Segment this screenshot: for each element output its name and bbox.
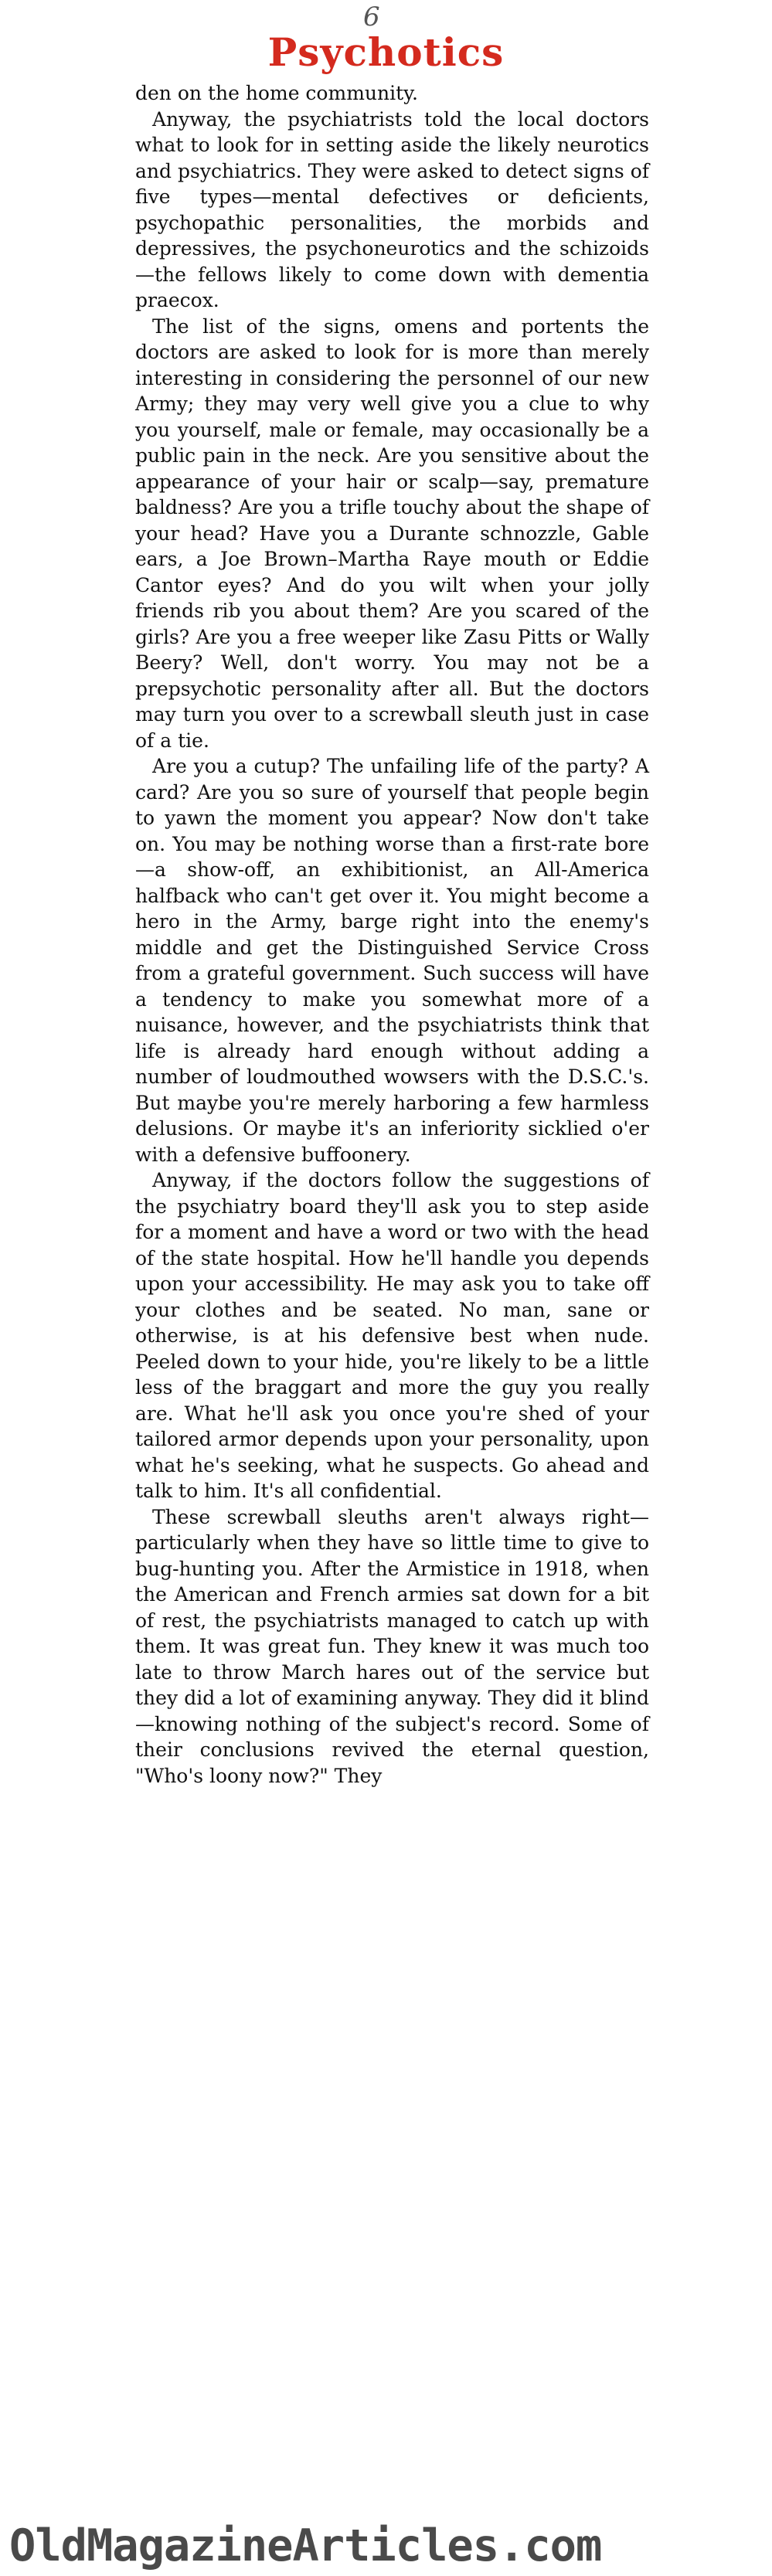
article-body — [135, 80, 649, 1789]
article-paragraph: Are you a cutup? The unfailing life of the party? A card? Are you so sure of yourself that people begin to yawn the moment you appear? Now don't take on. You may be nothing worse than a first-rate bore—a show-off, an exhibitionist, an All-America halfback who can't get over it. You might become a hero in the Army, barge right into the enemy's middle and get the Distinguished Service Cross from a grateful government. Such success will have a tendency to make you somewhat more of a nuisance, however, and the psychiatrists think that life is already hard enough without adding a number of loudmouthed wowsers with the D.S.C.'s. But maybe you're merely harboring a few harmless delusions. Or maybe it's an inferiority sicklied o'er with a defensive buffoonery. — [135, 755, 649, 1166]
article-paragraph: Anyway, the psychiatrists told the local doctors what to look for in setting aside the likely neurotics and psychiatrics. They were asked to detect signs of five types—mental defectives or deficients, psychopathic personalities, the morbids and depressives, the psychoneurotics and the schizoids—the fellows likely to come down with dementia praecox. — [135, 107, 649, 311]
page-number: 6 — [363, 2, 380, 32]
article-paragraph: The list of the signs, omens and portents the doctors are asked to look for is more than merely interesting in considering the personnel of our new Army; they may very well give you a clue to why you yourself, male or female, may occasionally be a public pain in the neck. Are you sensitive about the appearance of your hair or scalp—say, premature baldness? Are you a trifle touchy about the shape of your head? Have you a Durante schnozzle, Gable ears, a Joe Brown–Martha Raye mouth or Eddie Cantor eyes? And do you wilt when your jolly friends rib you about them? Are you scared of the girls? Are you a free weeper like Zasu Pitts or Wally Beery? Well, don't worry. You may not be a prepsychotic personality after all. But the doctors may turn you over to a screwball sleuth just in case of a tie. — [135, 314, 649, 752]
article-paragraph-continuation: den on the home community. — [135, 82, 418, 104]
article-paragraph: Anyway, if the doctors follow the suggestions of the psychiatry board they'll ask you to step aside for a moment and have a word or two with the head of the state hospital. How he'll handle you depends upon your accessibility. He may ask you to take off your clothes and be seated. No man, sane or otherwise, is at his defensive best when nude. Peeled down to your hide, you're likely to be a little less of the braggart and more the guy you really are. What he'll ask you once you're shed of your tailored armor depends upon your personality, upon what he's seeking, what he suspects. Go ahead and talk to him. It's all confidential. — [135, 1169, 649, 1502]
watermark-logo: OldMagazineArticles.com — [9, 2520, 602, 2571]
page-header-title: Psychotics — [267, 29, 505, 75]
article-paragraph: These screwball sleuths aren't always right—particularly when they have so little time to give to bug-hunting you. After the Armistice in 1918, when the American and French armies sat down for a bit of rest, the psychiatrists managed to catch up with them. It was great fun. They knew it was much too late to throw March hares out of the service but they did a lot of examining anyway. They did it blind—knowing nothing of the subject's record. Some of their conclusions revived the eternal question, "Who's loony now?" They — [135, 1505, 649, 1787]
